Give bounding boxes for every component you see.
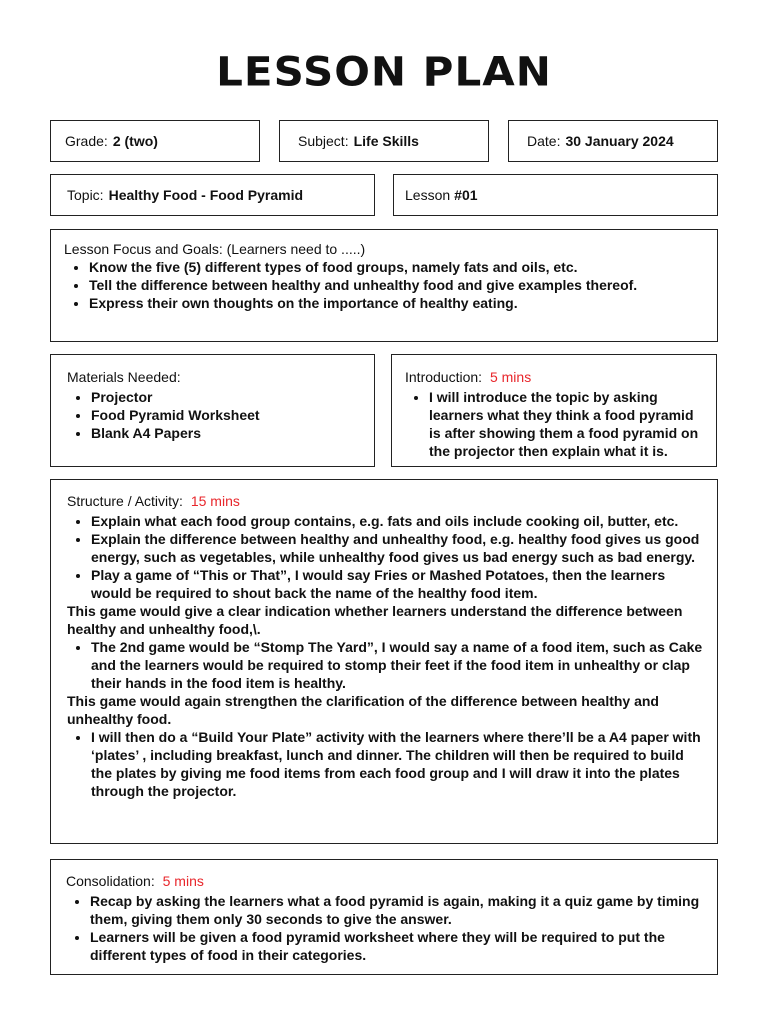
list-item: • Food Pyramid Worksheet bbox=[91, 406, 362, 424]
grade-box bbox=[50, 120, 260, 162]
consolidation-time: 5 mins bbox=[162, 873, 204, 889]
list-item: • Recap by asking the learners what a food pyramid is again, making it a quiz game by timing them, giving them only 30 seconds to give the answer. bbox=[90, 892, 705, 928]
structure-list-1 bbox=[67, 512, 705, 602]
list-item: • Play a game of “This or That”, I would say Fries or Mashed Potatoes, then the learners would be required to shout back the name of the healthy food item. bbox=[91, 566, 705, 602]
date-value: 30 January 2024 bbox=[565, 133, 674, 149]
introduction-box bbox=[391, 354, 717, 467]
lesson-label: Lesson bbox=[405, 187, 451, 203]
introduction-list bbox=[405, 388, 706, 460]
materials-heading: Materials Needed: bbox=[67, 369, 181, 385]
structure-heading: Structure / Activity: bbox=[67, 493, 183, 509]
focus-heading: Lesson Focus and Goals: (Learners need to .....) bbox=[64, 241, 366, 257]
structure-paragraph-1: This game would give a clear indication whether learners understand the difference between healthy and unhealthy food,\. bbox=[67, 603, 683, 637]
list-item: • Projector bbox=[91, 388, 362, 406]
structure-list-3 bbox=[67, 728, 705, 800]
list-item: • Learners will be given a food pyramid worksheet where they will be required to put the different types of food in their categories. bbox=[90, 928, 705, 964]
focus-list bbox=[64, 258, 705, 312]
materials-list bbox=[67, 388, 362, 442]
consolidation-list bbox=[66, 892, 705, 964]
list-item: • Explain the difference between healthy and unhealthy food, e.g. healthy food gives us good energy, such as vegetables, while unhealthy food gives us bad energy such as bad energy. bbox=[91, 530, 705, 566]
date-box bbox=[508, 120, 718, 162]
structure-paragraph-2: This game would again strengthen the clarification of the difference between healthy and unhealthy food. bbox=[67, 693, 659, 727]
subject-value: Life Skills bbox=[353, 133, 419, 149]
list-item: • Blank A4 Papers bbox=[91, 424, 362, 442]
list-item: • Tell the difference between healthy and unhealthy food and give examples thereof. bbox=[89, 276, 705, 294]
lesson-value: #01 bbox=[454, 187, 478, 203]
subject-label: Subject: bbox=[298, 133, 349, 149]
page-title: LESSON PLAN bbox=[216, 48, 552, 95]
date-label: Date: bbox=[527, 133, 561, 149]
materials-box bbox=[50, 354, 375, 467]
grade-value: 2 (two) bbox=[112, 133, 158, 149]
consolidation-heading-row bbox=[66, 872, 705, 890]
introduction-heading: Introduction: bbox=[405, 369, 483, 385]
topic-box bbox=[50, 174, 375, 216]
list-item: • Know the five (5) different types of food groups, namely fats and oils, etc. bbox=[89, 258, 705, 276]
structure-heading-row bbox=[67, 492, 705, 510]
list-item: • I will then do a “Build Your Plate” activity with the learners where there’ll be a A4 paper with ‘plates’ , including breakfast, lunch and dinner. The children will then be required to build the plates by giving me food items from each food group and I will draw it into the plates through the projector. bbox=[91, 728, 705, 800]
topic-value: Healthy Food - Food Pyramid bbox=[108, 187, 304, 203]
topic-label: Topic: bbox=[67, 187, 104, 203]
focus-box bbox=[50, 229, 718, 342]
consolidation-heading: Consolidation: bbox=[66, 873, 155, 889]
introduction-time: 5 mins bbox=[489, 369, 532, 385]
grade-label: Grade: bbox=[65, 133, 108, 149]
subject-box bbox=[279, 120, 489, 162]
consolidation-box bbox=[50, 859, 718, 975]
list-item: • The 2nd game would be “Stomp The Yard”, I would say a name of a food item, such as Cake and the learners would be required to stomp their feet if the food item in unhealthy or clap their hands in the food item is healthy. bbox=[91, 638, 705, 692]
lesson-box bbox=[393, 174, 718, 216]
list-item: • I will introduce the topic by asking learners what they think a food pyramid is after showing them a food pyramid on the projector then explain what it is. bbox=[429, 388, 706, 460]
list-item: • Explain what each food group contains, e.g. fats and oils include cooking oil, butter, etc. bbox=[91, 512, 705, 530]
structure-time: 15 mins bbox=[190, 493, 240, 509]
structure-box bbox=[50, 479, 718, 844]
introduction-heading-row bbox=[405, 368, 706, 386]
list-item: • Express their own thoughts on the importance of healthy eating. bbox=[89, 294, 705, 312]
structure-list-2 bbox=[67, 638, 705, 692]
